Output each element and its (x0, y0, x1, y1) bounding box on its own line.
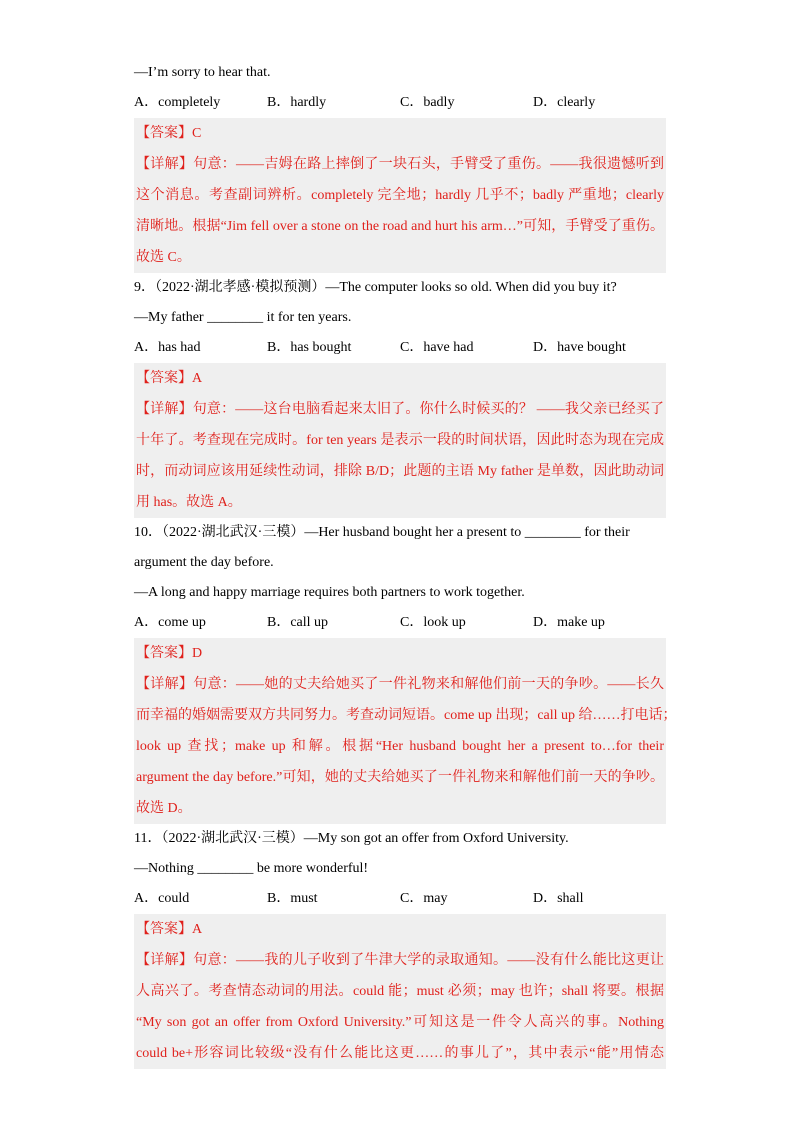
q11-detail-line: 【详解】句意：——我的儿子收到了牛津大学的录取通知。——没有什么能比这更让 (136, 953, 664, 968)
q8-option-c: C．badly (400, 95, 455, 110)
q11-option-d: D．shall (533, 891, 584, 906)
q8-option-b: B．hardly (267, 95, 327, 110)
q9-stem: 9．（2022·湖北孝感·模拟预测）—The computer looks so old. When did you buy it? (134, 280, 617, 295)
q9-option-c: C．have had (400, 340, 474, 355)
q8-option-d: D．clearly (533, 95, 596, 110)
q8-detail-line: 故选 C。 (136, 250, 191, 265)
q8-answer-block (134, 118, 666, 273)
q9-detail-line: 时，而动词应该用延续性动词，排除 B/D；此题的主语 My father 是单数，因此助动词 (136, 464, 664, 479)
q9-detail-line: 用 has。故选 A。 (136, 495, 242, 510)
q10-detail-line: 【详解】句意：——她的丈夫给她买了一件礼物来和解他们前一天的争吵。——长久 (136, 677, 664, 692)
q10-reply: —A long and happy marriage requires both partners to work together. (134, 585, 525, 600)
q9-options (134, 333, 666, 363)
q10-detail-line: look up 查找；make up 和解。根据“Her husband bought her a present to…for their (136, 739, 664, 754)
q10-option-c: C．look up (400, 615, 466, 630)
q9-reply: —My father ________ it for ten years. (134, 310, 352, 325)
q8-reply: —I’m sorry to hear that. (134, 65, 271, 80)
q9-answer: 【答案】A (136, 371, 203, 386)
document-content (134, 58, 677, 1069)
q9-answer-block (134, 363, 666, 518)
q8-detail-line: 【详解】句意：——吉姆在路上摔倒了一块石头，手臂受了重伤。——我很遗憾听到 (136, 157, 664, 172)
q11-answer: 【答案】A (136, 922, 203, 937)
q11-options (134, 884, 666, 914)
q8-answer: 【答案】C (136, 126, 202, 141)
q8-option-a: A．completely (134, 95, 221, 110)
q10-option-d: D．make up (533, 615, 605, 630)
q8-detail-line: 这个消息。考查副词辨析。completely 完全地；hardly 几乎不；badly 严重地；clearly (136, 188, 664, 203)
q9-option-d: D．have bought (533, 340, 626, 355)
q11-stem: 11．（2022·湖北武汉·三模）—My son got an offer from Oxford University. (134, 831, 569, 846)
q9-detail-line: 十年了。考查现在完成时。for ten years 是表示一段的时间状语，因此时态为现在完成 (136, 433, 664, 448)
q11-option-a: A．could (134, 891, 190, 906)
q10-detail-line: 而幸福的婚姻需要双方共同努力。考查动词短语。come up 出现；call up 给……打电话； (136, 708, 677, 723)
q10-stem-cont: argument the day before. (134, 555, 274, 570)
q11-answer-block (134, 914, 666, 1069)
q10-answer-block (134, 638, 677, 824)
q10-option-a: A．come up (134, 615, 206, 630)
q11-detail-line: 人高兴了。考查情态动词的用法。could 能；must 必须；may 也许；shall 将要。根据 (136, 984, 664, 999)
q11-detail-line: “My son got an offer from Oxford University.”可知这是一件令人高兴的事。Nothing (136, 1015, 664, 1030)
q9-detail-line: 【详解】句意：——这台电脑看起来太旧了。你什么时候买的？ ——我父亲已经买了 (136, 402, 664, 417)
q10-detail-line: 故选 D。 (136, 801, 192, 816)
q10-answer: 【答案】D (136, 646, 203, 661)
q8-options (134, 88, 666, 118)
q9-option-b: B．has bought (267, 340, 352, 355)
q8-detail-line: 清晰地。根据“Jim fell over a stone on the road and hurt his arm…”可知，手臂受了重伤。 (136, 219, 664, 234)
q10-options (134, 608, 666, 638)
q10-detail-line: argument the day before.”可知，她的丈夫给她买了一件礼物来和解他们前一天的争吵。 (136, 770, 664, 785)
q9-option-a: A．has had (134, 340, 201, 355)
q10-stem: 10．（2022·湖北武汉·三模）—Her husband bought her a present to ________ for their (134, 525, 630, 540)
q11-reply: —Nothing ________ be more wonderful! (134, 861, 369, 876)
q10-option-b: B．call up (267, 615, 329, 630)
q11-option-b: B．must (267, 891, 318, 906)
q11-option-c: C．may (400, 891, 448, 906)
q11-detail-line: could be+形容词比较级“没有什么能比这更……的事儿了”，其中表示“能”用情态 (136, 1046, 664, 1061)
